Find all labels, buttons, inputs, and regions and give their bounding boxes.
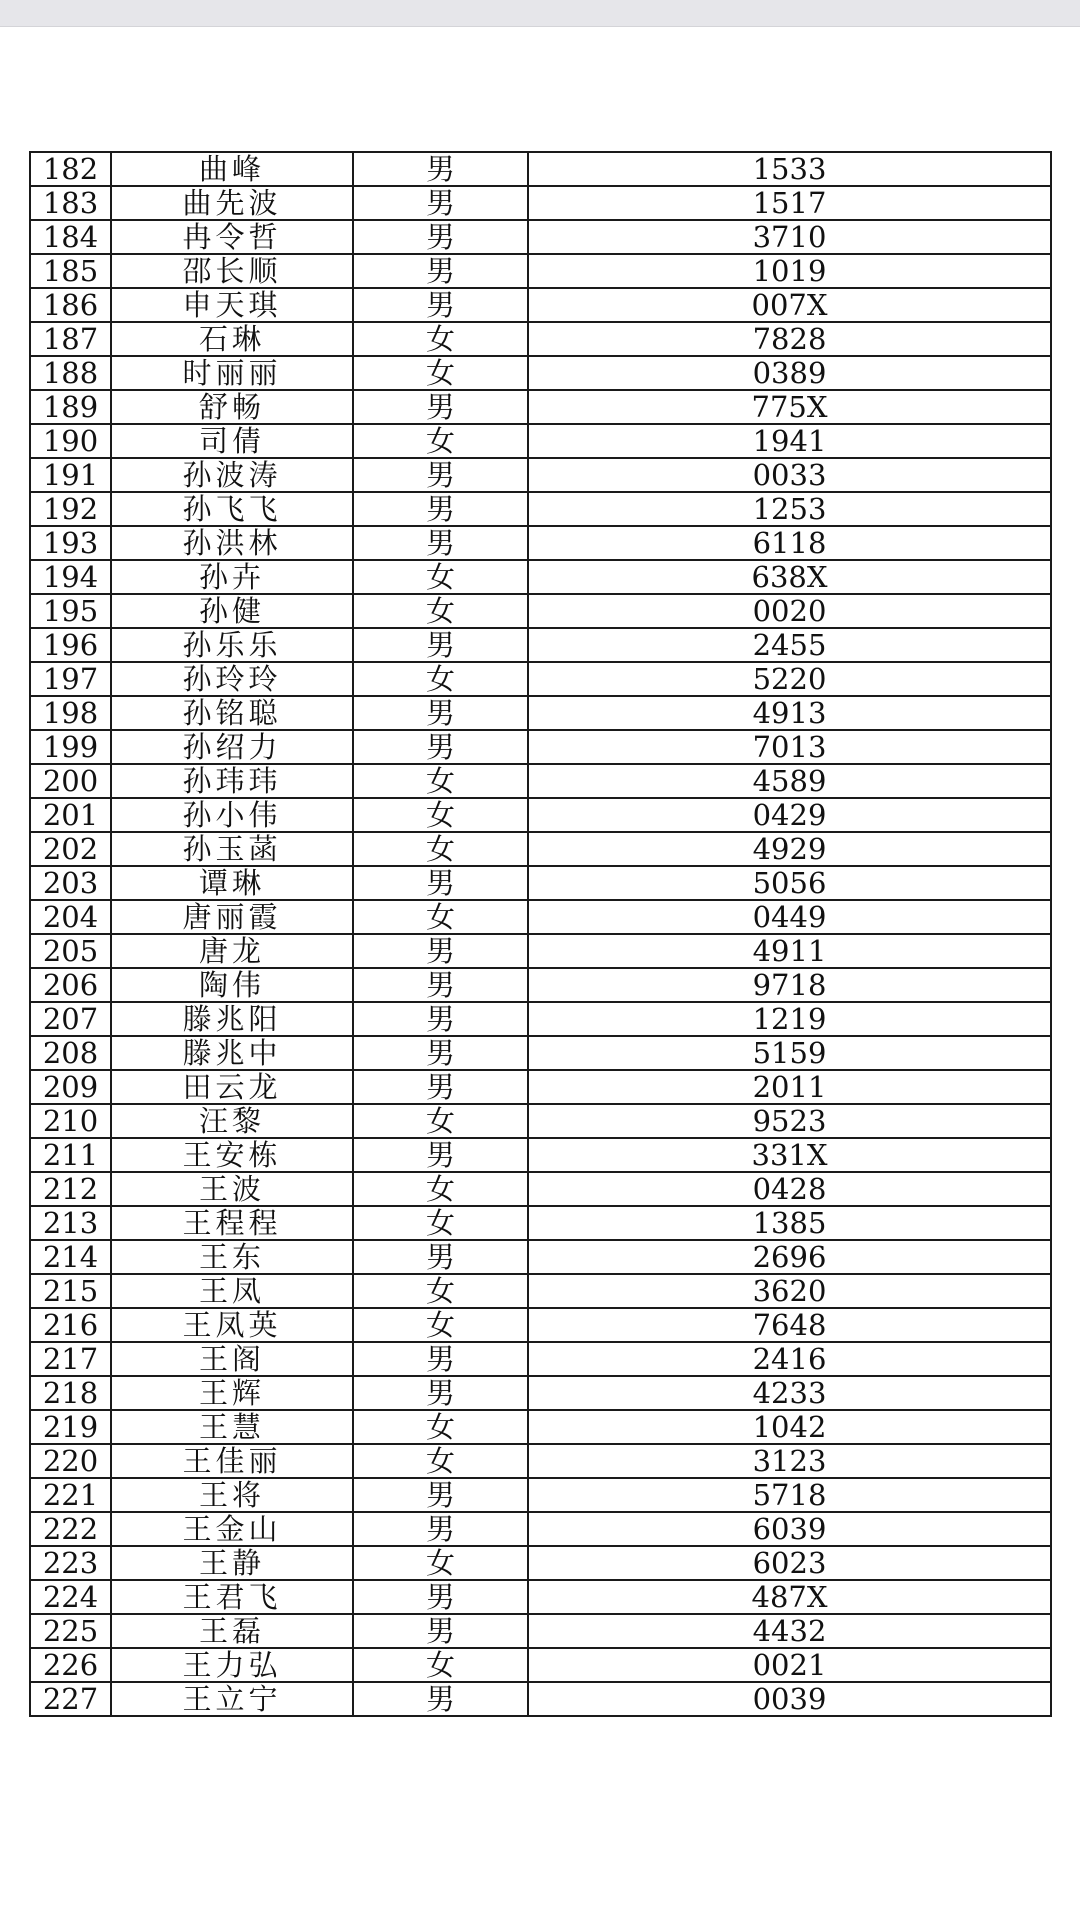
table-row (30, 934, 1051, 968)
name-cell: 王力弘 (111, 1648, 353, 1682)
table-row (30, 254, 1051, 288)
row-number-cell: 195 (30, 594, 111, 628)
row-number-cell: 189 (30, 390, 111, 424)
name-cell: 申天琪 (111, 288, 353, 322)
gender-cell: 女 (353, 356, 528, 390)
id-suffix-cell: 007X (528, 288, 1051, 322)
id-suffix-cell: 775X (528, 390, 1051, 424)
id-suffix-cell: 0039 (528, 1682, 1051, 1716)
row-number-cell: 225 (30, 1614, 111, 1648)
gender-cell: 男 (353, 458, 528, 492)
name-cell: 舒畅 (111, 390, 353, 424)
row-number-cell: 214 (30, 1240, 111, 1274)
row-number-cell: 210 (30, 1104, 111, 1138)
id-suffix-cell: 1517 (528, 186, 1051, 220)
name-cell: 王金山 (111, 1512, 353, 1546)
name-cell: 王凤英 (111, 1308, 353, 1342)
row-number-cell: 186 (30, 288, 111, 322)
row-number-cell: 218 (30, 1376, 111, 1410)
row-number-cell: 209 (30, 1070, 111, 1104)
gender-cell: 女 (353, 798, 528, 832)
name-cell: 王磊 (111, 1614, 353, 1648)
table-row (30, 1648, 1051, 1682)
id-suffix-cell: 2696 (528, 1240, 1051, 1274)
id-suffix-cell: 2011 (528, 1070, 1051, 1104)
table-row (30, 1342, 1051, 1376)
gender-cell: 女 (353, 1410, 528, 1444)
name-cell: 孙玉菡 (111, 832, 353, 866)
row-number-cell: 227 (30, 1682, 111, 1716)
roster-table-container (29, 151, 1050, 1717)
gender-cell: 男 (353, 866, 528, 900)
gender-cell: 男 (353, 526, 528, 560)
table-row (30, 696, 1051, 730)
id-suffix-cell: 0429 (528, 798, 1051, 832)
gender-cell: 女 (353, 594, 528, 628)
row-number-cell: 224 (30, 1580, 111, 1614)
gender-cell: 男 (353, 730, 528, 764)
id-suffix-cell: 3620 (528, 1274, 1051, 1308)
gender-cell: 女 (353, 764, 528, 798)
id-suffix-cell: 0389 (528, 356, 1051, 390)
table-row (30, 1104, 1051, 1138)
name-cell: 孙乐乐 (111, 628, 353, 662)
gender-cell: 男 (353, 628, 528, 662)
gender-cell: 女 (353, 1172, 528, 1206)
name-cell: 孙绍力 (111, 730, 353, 764)
gender-cell: 男 (353, 968, 528, 1002)
id-suffix-cell: 6023 (528, 1546, 1051, 1580)
row-number-cell: 199 (30, 730, 111, 764)
row-number-cell: 212 (30, 1172, 111, 1206)
name-cell: 孙玮玮 (111, 764, 353, 798)
row-number-cell: 184 (30, 220, 111, 254)
table-row (30, 390, 1051, 424)
id-suffix-cell: 1385 (528, 1206, 1051, 1240)
row-number-cell: 205 (30, 934, 111, 968)
id-suffix-cell: 4913 (528, 696, 1051, 730)
name-cell: 王安栋 (111, 1138, 353, 1172)
table-row (30, 492, 1051, 526)
table-row (30, 764, 1051, 798)
name-cell: 王立宁 (111, 1682, 353, 1716)
name-cell: 孙健 (111, 594, 353, 628)
id-suffix-cell: 1533 (528, 152, 1051, 186)
gender-cell: 女 (353, 832, 528, 866)
gender-cell: 男 (353, 1614, 528, 1648)
gender-cell: 男 (353, 254, 528, 288)
id-suffix-cell: 0428 (528, 1172, 1051, 1206)
gender-cell: 女 (353, 900, 528, 934)
table-row (30, 1512, 1051, 1546)
table-row (30, 1478, 1051, 1512)
gender-cell: 男 (353, 152, 528, 186)
row-number-cell: 202 (30, 832, 111, 866)
top-status-bar (0, 0, 1080, 27)
id-suffix-cell: 4911 (528, 934, 1051, 968)
table-row (30, 1274, 1051, 1308)
gender-cell: 女 (353, 1648, 528, 1682)
table-row (30, 560, 1051, 594)
id-suffix-cell: 331X (528, 1138, 1051, 1172)
table-row (30, 152, 1051, 186)
roster-table-body (30, 152, 1051, 1716)
id-suffix-cell: 4589 (528, 764, 1051, 798)
row-number-cell: 187 (30, 322, 111, 356)
row-number-cell: 206 (30, 968, 111, 1002)
name-cell: 邵长顺 (111, 254, 353, 288)
name-cell: 石琳 (111, 322, 353, 356)
table-row (30, 662, 1051, 696)
name-cell: 孙波涛 (111, 458, 353, 492)
table-row (30, 1444, 1051, 1478)
name-cell: 谭琳 (111, 866, 353, 900)
table-row (30, 1682, 1051, 1716)
gender-cell: 男 (353, 696, 528, 730)
row-number-cell: 219 (30, 1410, 111, 1444)
row-number-cell: 188 (30, 356, 111, 390)
id-suffix-cell: 3710 (528, 220, 1051, 254)
gender-cell: 男 (353, 492, 528, 526)
name-cell: 王波 (111, 1172, 353, 1206)
id-suffix-cell: 9718 (528, 968, 1051, 1002)
name-cell: 王辉 (111, 1376, 353, 1410)
id-suffix-cell: 7648 (528, 1308, 1051, 1342)
id-suffix-cell: 9523 (528, 1104, 1051, 1138)
name-cell: 王君飞 (111, 1580, 353, 1614)
table-row (30, 424, 1051, 458)
id-suffix-cell: 487X (528, 1580, 1051, 1614)
gender-cell: 女 (353, 1104, 528, 1138)
id-suffix-cell: 1941 (528, 424, 1051, 458)
name-cell: 王静 (111, 1546, 353, 1580)
gender-cell: 男 (353, 1580, 528, 1614)
table-row (30, 220, 1051, 254)
gender-cell: 女 (353, 1206, 528, 1240)
row-number-cell: 182 (30, 152, 111, 186)
table-row (30, 1172, 1051, 1206)
roster-table (29, 151, 1052, 1717)
table-row (30, 968, 1051, 1002)
gender-cell: 女 (353, 560, 528, 594)
gender-cell: 男 (353, 220, 528, 254)
name-cell: 王慧 (111, 1410, 353, 1444)
row-number-cell: 217 (30, 1342, 111, 1376)
row-number-cell: 221 (30, 1478, 111, 1512)
table-row (30, 1036, 1051, 1070)
gender-cell: 男 (353, 1002, 528, 1036)
table-row (30, 832, 1051, 866)
table-row (30, 866, 1051, 900)
id-suffix-cell: 4432 (528, 1614, 1051, 1648)
name-cell: 曲先波 (111, 186, 353, 220)
row-number-cell: 192 (30, 492, 111, 526)
row-number-cell: 207 (30, 1002, 111, 1036)
table-row (30, 1376, 1051, 1410)
id-suffix-cell: 638X (528, 560, 1051, 594)
name-cell: 田云龙 (111, 1070, 353, 1104)
name-cell: 冉令哲 (111, 220, 353, 254)
gender-cell: 女 (353, 1274, 528, 1308)
table-row (30, 458, 1051, 492)
name-cell: 司倩 (111, 424, 353, 458)
name-cell: 孙玲玲 (111, 662, 353, 696)
row-number-cell: 197 (30, 662, 111, 696)
row-number-cell: 203 (30, 866, 111, 900)
gender-cell: 女 (353, 424, 528, 458)
gender-cell: 女 (353, 1308, 528, 1342)
id-suffix-cell: 5159 (528, 1036, 1051, 1070)
gender-cell: 女 (353, 1444, 528, 1478)
table-row (30, 186, 1051, 220)
row-number-cell: 222 (30, 1512, 111, 1546)
id-suffix-cell: 5056 (528, 866, 1051, 900)
table-row (30, 322, 1051, 356)
table-row (30, 1410, 1051, 1444)
name-cell: 陶伟 (111, 968, 353, 1002)
table-row (30, 1580, 1051, 1614)
row-number-cell: 200 (30, 764, 111, 798)
id-suffix-cell: 4233 (528, 1376, 1051, 1410)
row-number-cell: 193 (30, 526, 111, 560)
table-row (30, 356, 1051, 390)
name-cell: 孙小伟 (111, 798, 353, 832)
table-row (30, 1002, 1051, 1036)
row-number-cell: 223 (30, 1546, 111, 1580)
gender-cell: 女 (353, 662, 528, 696)
gender-cell: 男 (353, 1376, 528, 1410)
name-cell: 滕兆阳 (111, 1002, 353, 1036)
gender-cell: 女 (353, 1546, 528, 1580)
table-row (30, 1614, 1051, 1648)
id-suffix-cell: 7013 (528, 730, 1051, 764)
id-suffix-cell: 6118 (528, 526, 1051, 560)
id-suffix-cell: 1219 (528, 1002, 1051, 1036)
gender-cell: 男 (353, 934, 528, 968)
gender-cell: 男 (353, 1478, 528, 1512)
id-suffix-cell: 0033 (528, 458, 1051, 492)
id-suffix-cell: 2455 (528, 628, 1051, 662)
id-suffix-cell: 0020 (528, 594, 1051, 628)
table-row (30, 798, 1051, 832)
row-number-cell: 208 (30, 1036, 111, 1070)
table-row (30, 900, 1051, 934)
gender-cell: 男 (353, 1138, 528, 1172)
row-number-cell: 196 (30, 628, 111, 662)
name-cell: 孙铭聪 (111, 696, 353, 730)
row-number-cell: 198 (30, 696, 111, 730)
name-cell: 滕兆中 (111, 1036, 353, 1070)
name-cell: 曲峰 (111, 152, 353, 186)
table-row (30, 594, 1051, 628)
row-number-cell: 204 (30, 900, 111, 934)
name-cell: 孙飞飞 (111, 492, 353, 526)
gender-cell: 男 (353, 1070, 528, 1104)
id-suffix-cell: 1042 (528, 1410, 1051, 1444)
table-row (30, 1308, 1051, 1342)
gender-cell: 男 (353, 1342, 528, 1376)
table-row (30, 730, 1051, 764)
row-number-cell: 185 (30, 254, 111, 288)
name-cell: 时丽丽 (111, 356, 353, 390)
table-row (30, 1138, 1051, 1172)
id-suffix-cell: 3123 (528, 1444, 1051, 1478)
row-number-cell: 183 (30, 186, 111, 220)
table-row (30, 1546, 1051, 1580)
row-number-cell: 211 (30, 1138, 111, 1172)
row-number-cell: 226 (30, 1648, 111, 1682)
id-suffix-cell: 1253 (528, 492, 1051, 526)
row-number-cell: 220 (30, 1444, 111, 1478)
gender-cell: 男 (353, 288, 528, 322)
id-suffix-cell: 6039 (528, 1512, 1051, 1546)
id-suffix-cell: 0021 (528, 1648, 1051, 1682)
row-number-cell: 191 (30, 458, 111, 492)
name-cell: 唐龙 (111, 934, 353, 968)
name-cell: 王佳丽 (111, 1444, 353, 1478)
gender-cell: 男 (353, 186, 528, 220)
row-number-cell: 213 (30, 1206, 111, 1240)
id-suffix-cell: 4929 (528, 832, 1051, 866)
table-row (30, 1070, 1051, 1104)
name-cell: 王程程 (111, 1206, 353, 1240)
gender-cell: 男 (353, 1240, 528, 1274)
table-row (30, 1206, 1051, 1240)
name-cell: 王东 (111, 1240, 353, 1274)
id-suffix-cell: 1019 (528, 254, 1051, 288)
gender-cell: 男 (353, 390, 528, 424)
table-row (30, 526, 1051, 560)
row-number-cell: 216 (30, 1308, 111, 1342)
name-cell: 王阁 (111, 1342, 353, 1376)
name-cell: 唐丽霞 (111, 900, 353, 934)
id-suffix-cell: 2416 (528, 1342, 1051, 1376)
row-number-cell: 194 (30, 560, 111, 594)
row-number-cell: 215 (30, 1274, 111, 1308)
name-cell: 孙洪林 (111, 526, 353, 560)
id-suffix-cell: 5220 (528, 662, 1051, 696)
gender-cell: 男 (353, 1512, 528, 1546)
name-cell: 王将 (111, 1478, 353, 1512)
id-suffix-cell: 0449 (528, 900, 1051, 934)
table-row (30, 628, 1051, 662)
gender-cell: 男 (353, 1036, 528, 1070)
gender-cell: 男 (353, 1682, 528, 1716)
table-row (30, 288, 1051, 322)
row-number-cell: 201 (30, 798, 111, 832)
id-suffix-cell: 5718 (528, 1478, 1051, 1512)
table-row (30, 1240, 1051, 1274)
id-suffix-cell: 7828 (528, 322, 1051, 356)
name-cell: 孙卉 (111, 560, 353, 594)
name-cell: 汪黎 (111, 1104, 353, 1138)
gender-cell: 女 (353, 322, 528, 356)
row-number-cell: 190 (30, 424, 111, 458)
name-cell: 王凤 (111, 1274, 353, 1308)
